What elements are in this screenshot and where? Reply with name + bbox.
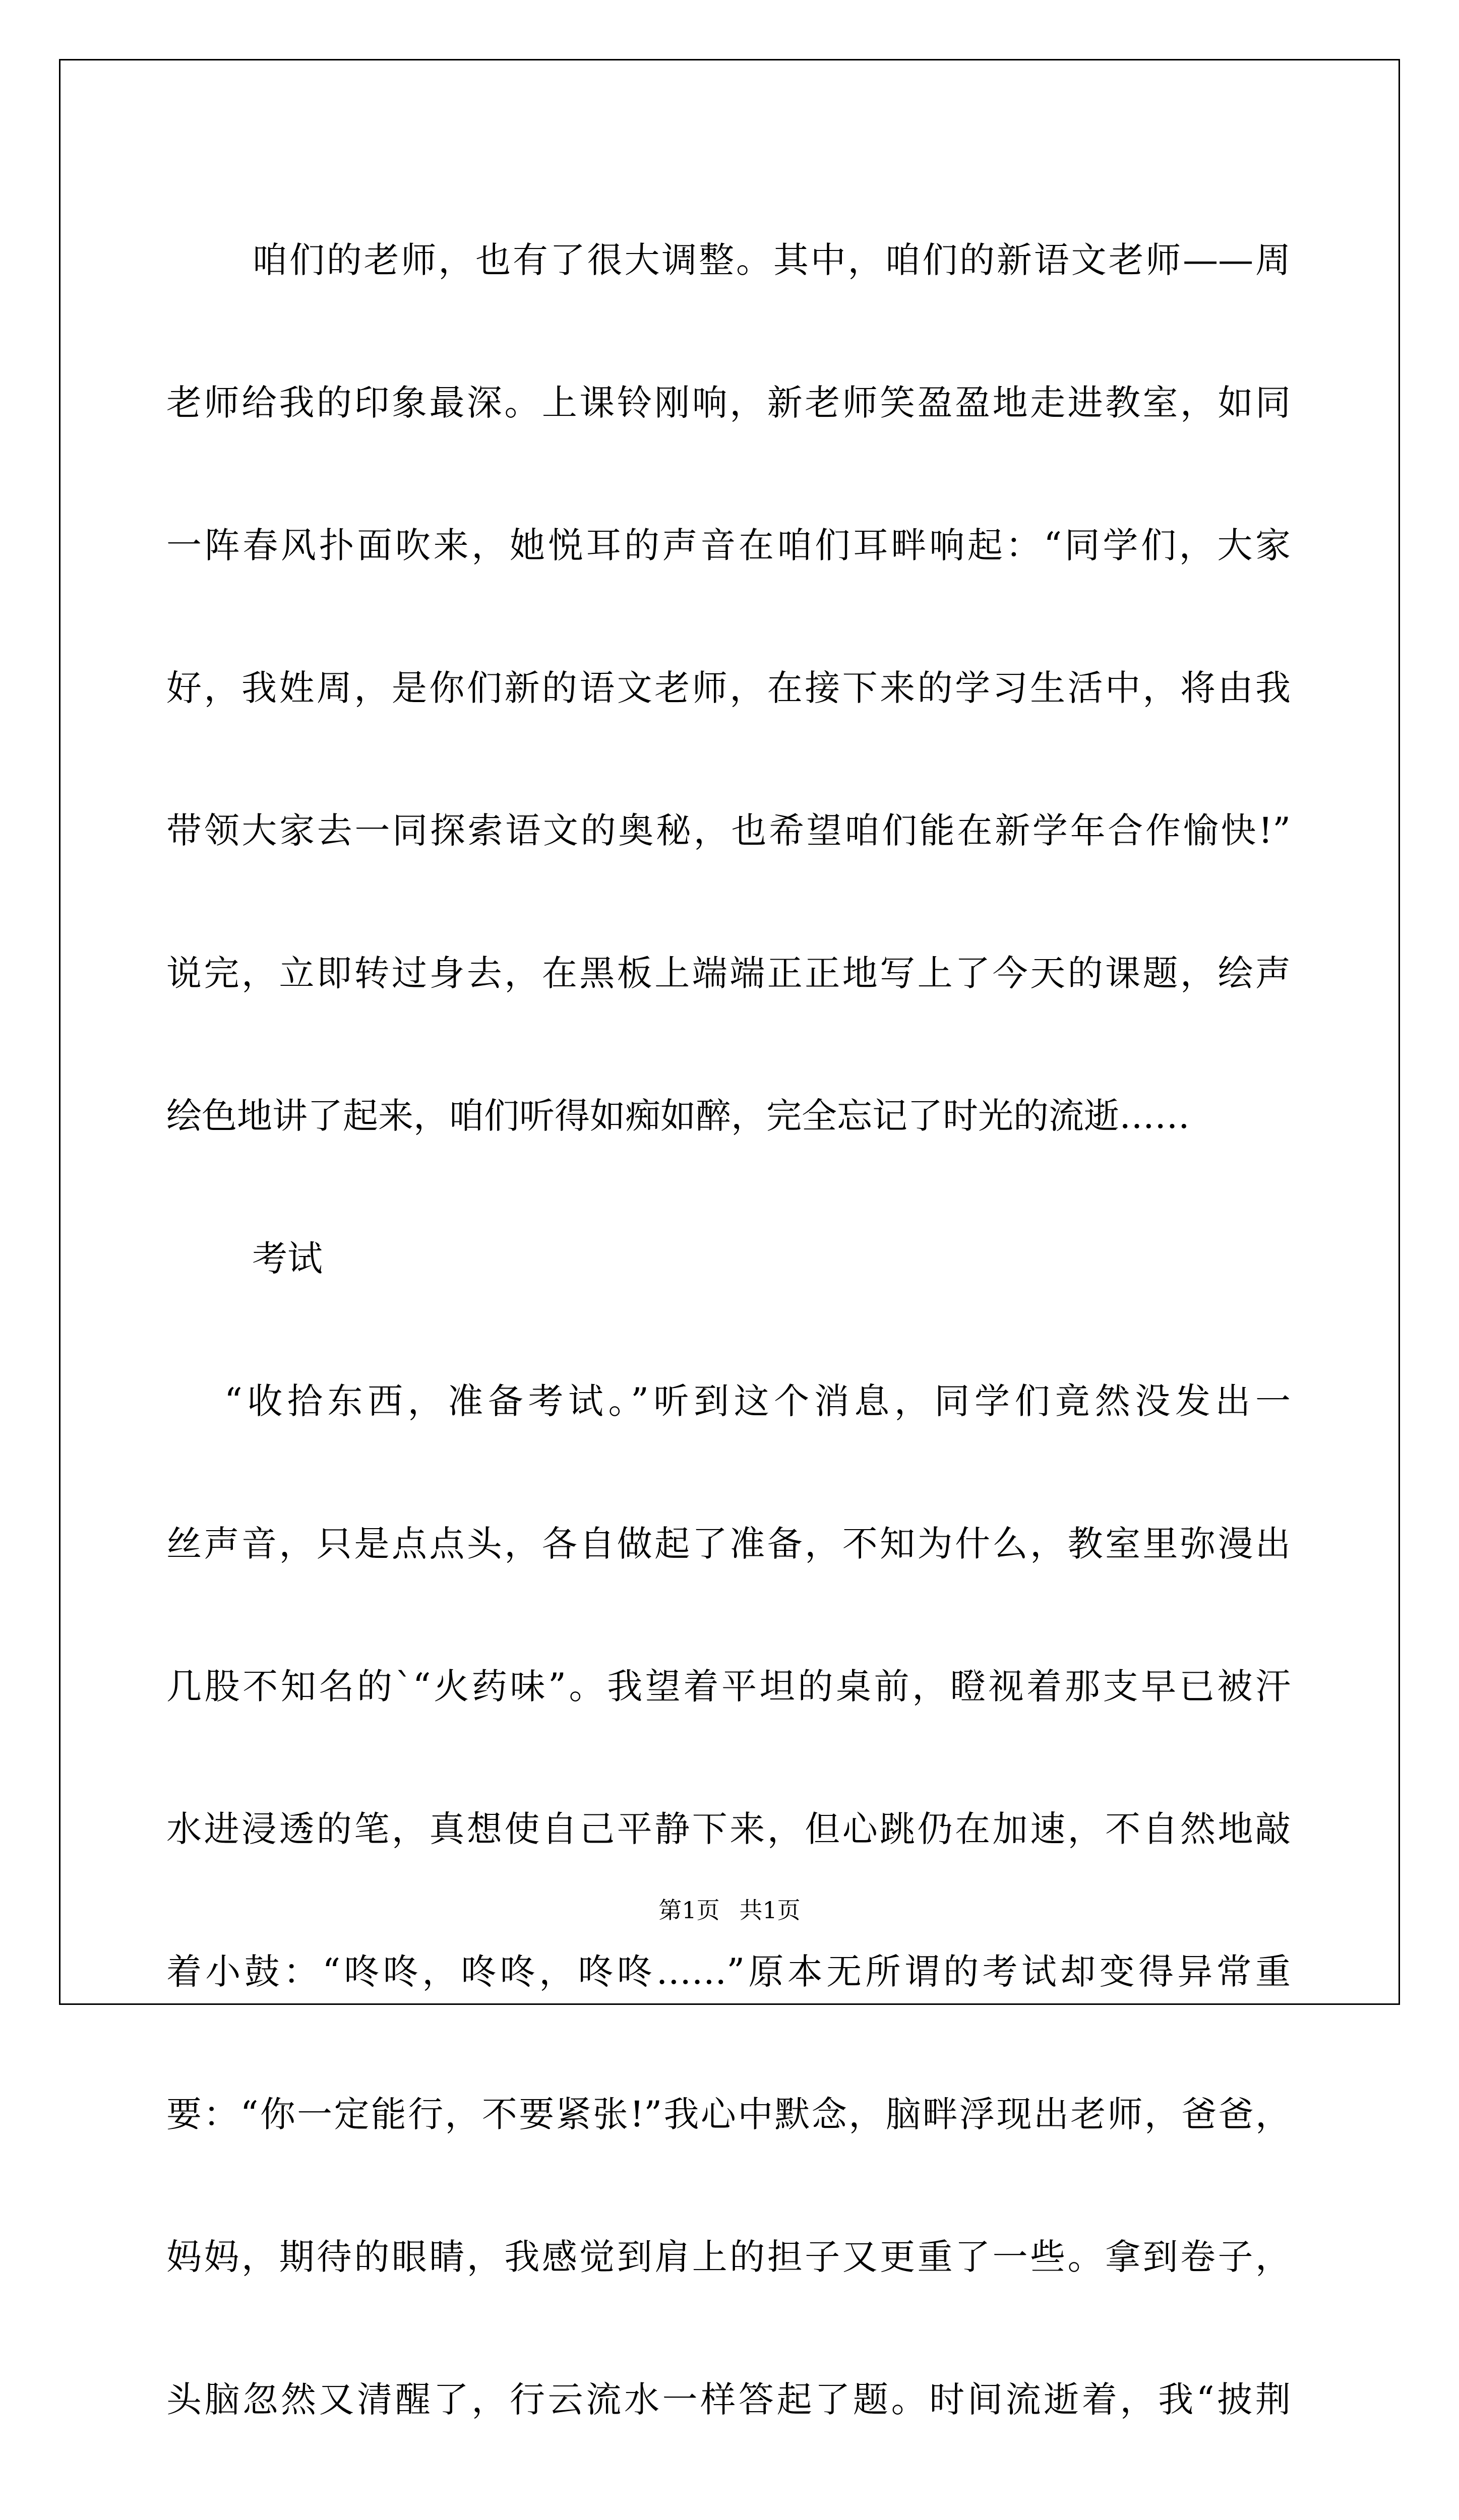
page-footer (0, 1895, 1459, 1925)
text-line: “收拾东西，准备考试。”听到这个消息，同学们竟然没发出一 (224, 1380, 1291, 1422)
text-line (166, 2471, 1291, 2520)
document-body (166, 189, 1291, 2520)
text-line: 头脑忽然又清醒了，行云流水一样答起了题。时间流逝着，我“披荆 (166, 2379, 1291, 2420)
text-line: 几股不知名的`“火药味”。我望着平坦的桌前，瞪视着那支早已被汗 (166, 1666, 1291, 1707)
text-line: 绘色地讲了起来，咱们听得如痴如醉，完全忘记了时光的流逝…… (166, 1095, 1190, 1137)
text-line: 老师给我的印象最深。上课铃刚响，新老师笑盈盈地走进教室，如同 (166, 382, 1291, 423)
text-line: 要：“你一定能行，不要紧张!”我心中默念，脑畔浮现出老师，爸爸， (166, 2094, 1291, 2135)
text-line: 说完，立即转过身去，在黑板上端端正正地写上了今天的课题，绘声 (166, 953, 1291, 994)
text-line: 好，我姓周，是你们新的语文老师，在接下来的学习生活中，将由我 (166, 667, 1291, 709)
page-number-current: 第1页 (658, 1897, 720, 1924)
text-line: 一阵春风扑面吹来，她悦耳的声音在咱们耳畔响起：“同学们，大家 (166, 525, 1291, 566)
text-line: 妈妈，期待的眼睛，我感觉到肩上的担子又更重了一些。拿到卷子， (166, 2236, 1291, 2278)
text-line: 着小鼓：“咚咚，咚咚，咚咚……”原本无所谓的考试却变得异常重 (166, 1951, 1291, 1992)
text-line: 丝声音，只是点点头，各自做起了准备，不知为什么，教室里弥漫出 (166, 1523, 1291, 1564)
section-heading: 考试 (252, 1238, 323, 1279)
text-line: 咱们的老师，也有了很大调整。其中，咱们的新语文老师——周 (252, 239, 1291, 281)
text-line: 带领大家去一同探索语文的奥秘，也希望咱们能在新学年合作愉快!” (166, 810, 1291, 851)
page-number-total: 共1页 (739, 1897, 801, 1924)
text-line: 水进浸透的笔，真想使自己平静下来，但心跳仍在加速，不自然地敲 (166, 1808, 1291, 1850)
